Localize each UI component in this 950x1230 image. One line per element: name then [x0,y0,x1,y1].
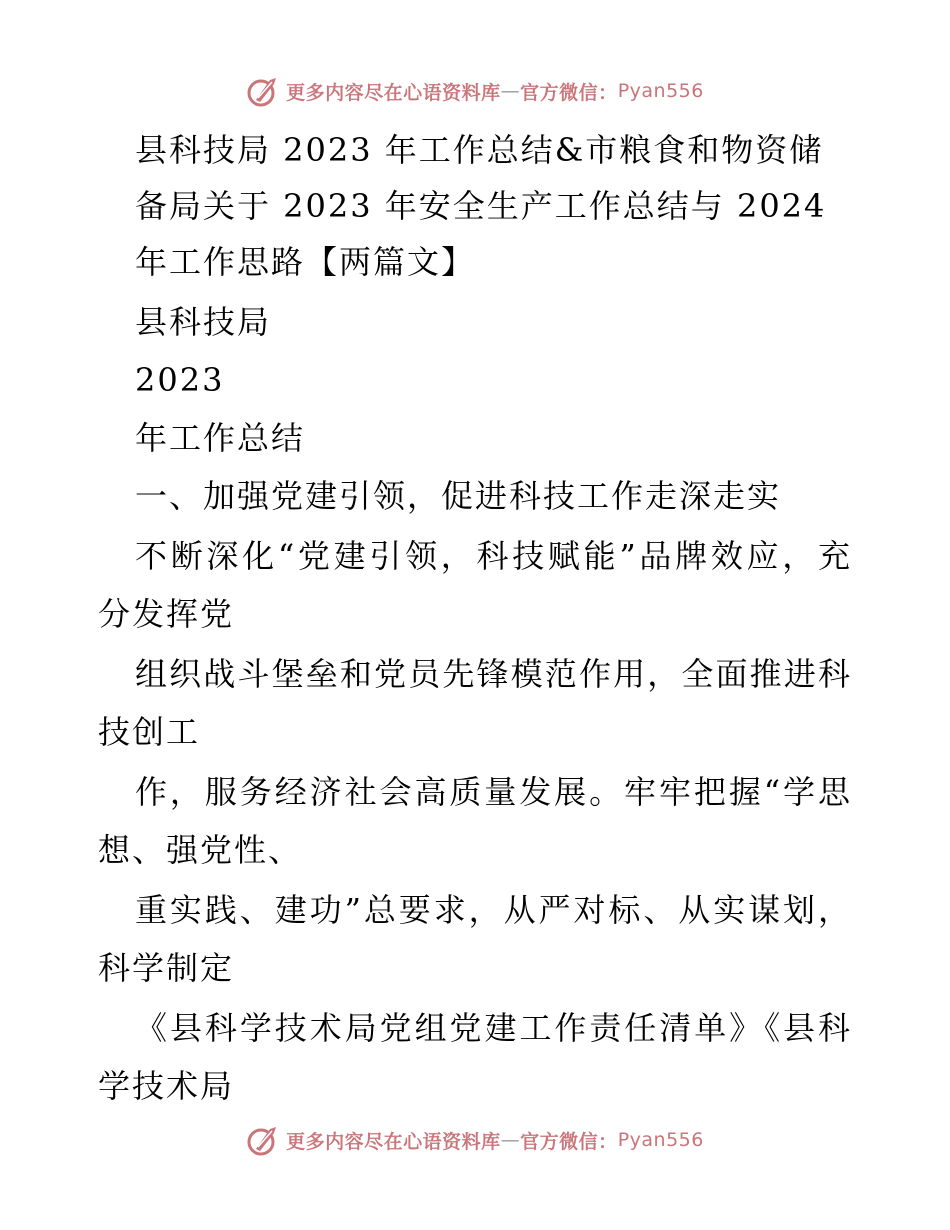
quill-logo-icon [246,74,280,108]
paragraph-line: 作，服务经济社会高质量发展。牢牢把握“学思 [135,773,851,811]
section-heading: 年工作总结 [135,419,306,457]
footer-watermark [0,1120,950,1160]
watermark-contact-id: Pyan556 [617,1129,704,1151]
paragraph-line: 不断深化“党建引领，科技赋能”品牌效应，充 [135,537,851,575]
header-watermark [0,71,950,111]
paragraph-line: 《县科学技术局党组党建工作责任清单》《县科 [135,1009,851,1047]
quill-logo-icon [246,1123,280,1157]
paragraph-line: 科学制定 [98,949,235,987]
paragraph-line: 学技术局 [98,1067,235,1105]
document-title-line-2: 备局关于 2023 年安全生产工作总结与 2024 [135,187,827,225]
watermark-text: 更多内容尽在心语资料库 [286,81,501,104]
section-year: 2023 [135,361,225,399]
watermark-dash: — [500,1129,521,1151]
document-title-line-3: 年工作思路【两篇文】 [135,243,476,281]
watermark-contact-label: 官方微信： [520,1130,618,1153]
section-org-name: 县科技局 [135,303,272,341]
paragraph-line: 重实践、建功”总要求，从严对标、从实谋划， [135,891,851,929]
document-title-line-1: 县科技局 2023 年工作总结&市粮食和物资储 [135,131,824,169]
watermark-text: 更多内容尽在心语资料库 [286,1130,501,1153]
subheading-1: 一、加强党建引领，促进科技工作走深走实 [135,477,782,515]
paragraph-line: 组织战斗堡垒和党员先锋模范作用，全面推进科 [135,655,851,693]
paragraph-line: 技创工 [98,713,201,751]
paragraph-line: 分发挥党 [98,595,235,633]
paragraph-line: 想、强党性、 [98,831,303,869]
watermark-contact-label: 官方微信： [520,81,618,104]
watermark-dash: — [500,80,521,102]
watermark-contact-id: Pyan556 [617,80,704,102]
